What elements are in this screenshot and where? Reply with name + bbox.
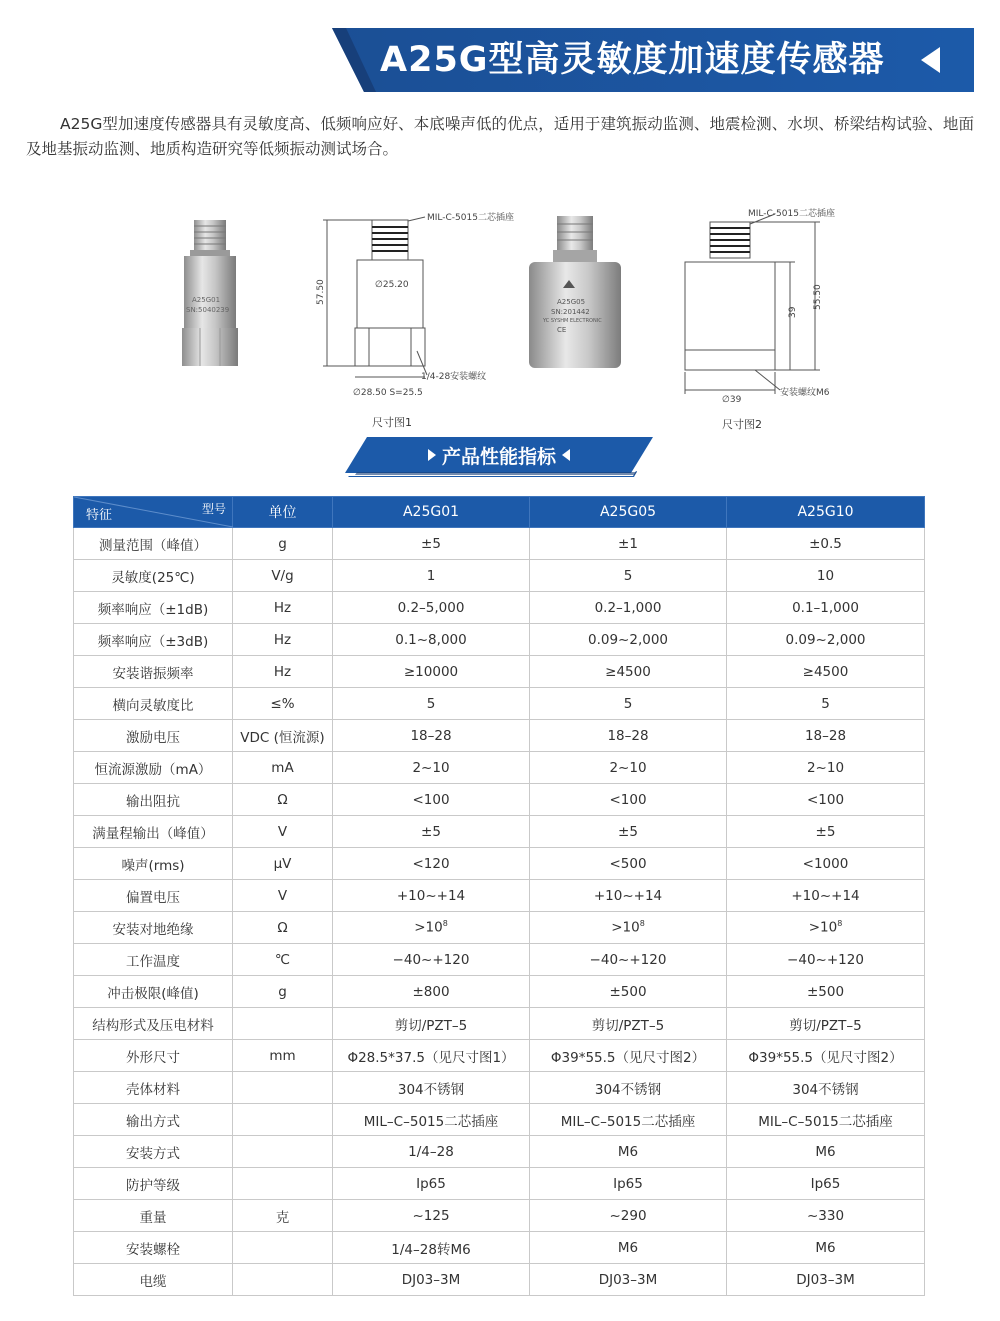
value-cell: 18–28 — [727, 720, 925, 752]
title-arrow-icon — [921, 47, 940, 73]
value-cell: ±500 — [727, 976, 925, 1008]
feature-cell: 工作温度 — [74, 944, 233, 976]
value-cell: Ip65 — [530, 1168, 727, 1200]
unit-cell — [233, 1264, 333, 1296]
value-cell: DJ03–3M — [333, 1264, 530, 1296]
table-row — [74, 1200, 925, 1232]
section-heading-text: 产品性能指标 — [441, 445, 556, 468]
feature-cell: 重量 — [74, 1200, 233, 1232]
feature-cell: 偏置电压 — [74, 880, 233, 912]
feature-cell: 测量范围（峰值） — [74, 528, 233, 560]
header-model-1: A25G01 — [333, 497, 530, 528]
value-cell: 2~10 — [727, 752, 925, 784]
value-cell: ±1 — [530, 528, 727, 560]
table-header-row — [74, 497, 925, 528]
value-cell: ≥10000 — [333, 656, 530, 688]
feature-cell: 恒流源激励（mA） — [74, 752, 233, 784]
drawing-2-connector-label: MIL-C-5015二芯插座 — [748, 209, 835, 219]
value-cell: 2~10 — [333, 752, 530, 784]
value-cell: MIL–C–5015二芯插座 — [530, 1104, 727, 1136]
page-title: A25G型高灵敏度加速度传感器 — [380, 40, 885, 80]
table-row — [74, 688, 925, 720]
value-cell: 304不锈钢 — [530, 1072, 727, 1104]
header-feature-model-cell — [74, 497, 233, 528]
table-row — [74, 1232, 925, 1264]
unit-cell — [233, 1104, 333, 1136]
drawing-1-thread-label: 1/4-28安装螺纹 — [421, 372, 487, 382]
spec-table-body — [74, 528, 925, 1296]
value-cell: 1/4–28 — [333, 1136, 530, 1168]
value-cell: −40~+120 — [727, 944, 925, 976]
value-cell: 5 — [530, 560, 727, 592]
intro-paragraph: A25G型加速度传感器具有灵敏度高、低频响应好、本底噪声低的优点，适用于建筑振动监测、地震检测、水坝、桥梁结构试验、地面及地基振动监测、地质构造研究等低频振动测试场合。 — [26, 115, 974, 158]
value-cell: ±5 — [727, 816, 925, 848]
value-cell: ±5 — [530, 816, 727, 848]
sensor-photo-1 — [180, 218, 240, 368]
drawing-2-diameter-label: ∅39 — [722, 395, 742, 405]
engraving-model: A25G01 — [192, 296, 221, 304]
unit-cell: g — [233, 528, 333, 560]
feature-cell: 噪声(rms) — [74, 848, 233, 880]
value-exponent: 8 — [837, 919, 843, 929]
value-cell: <100 — [727, 784, 925, 816]
unit-cell — [233, 1232, 333, 1264]
value-cell: 0.1–1,000 — [727, 592, 925, 624]
unit-cell: mA — [233, 752, 333, 784]
value-cell: Ip65 — [727, 1168, 925, 1200]
value-base: >10 — [414, 919, 443, 936]
value-cell: 2~10 — [530, 752, 727, 784]
value-cell: −40~+120 — [530, 944, 727, 976]
unit-cell: μV — [233, 848, 333, 880]
section-heading — [345, 437, 653, 477]
value-cell: Φ39*55.5（见尺寸图2） — [530, 1040, 727, 1072]
drawing-1-caption: 尺寸图1 — [372, 416, 412, 429]
value-base: >10 — [808, 919, 838, 936]
value-cell: 剪切/PZT–5 — [530, 1008, 727, 1040]
value-cell: ≥4500 — [530, 656, 727, 688]
feature-cell: 横向灵敏度比 — [74, 688, 233, 720]
feature-cell: 频率响应（±3dB) — [74, 624, 233, 656]
value-cell: ~290 — [530, 1200, 727, 1232]
value-cell — [333, 912, 530, 944]
drawing-1-height-label: 57.50 — [316, 279, 326, 305]
drawing-2-body-height-label: 39 — [788, 306, 798, 318]
unit-cell: Ω — [233, 784, 333, 816]
unit-cell: mm — [233, 1040, 333, 1072]
unit-cell: V/g — [233, 560, 333, 592]
heading-left-arrow-icon — [428, 449, 436, 461]
table-row — [74, 784, 925, 816]
value-cell: ±500 — [530, 976, 727, 1008]
unit-cell: ℃ — [233, 944, 333, 976]
dimension-drawing-2 — [680, 200, 860, 410]
feature-cell: 防护等级 — [74, 1168, 233, 1200]
value-cell: ≥4500 — [727, 656, 925, 688]
feature-cell: 输出方式 — [74, 1104, 233, 1136]
unit-cell: Hz — [233, 656, 333, 688]
value-cell: 1 — [333, 560, 530, 592]
value-cell: M6 — [530, 1136, 727, 1168]
table-row — [74, 1040, 925, 1072]
value-cell: M6 — [727, 1232, 925, 1264]
value-cell: +10~+14 — [333, 880, 530, 912]
value-cell: 剪切/PZT–5 — [333, 1008, 530, 1040]
value-cell: DJ03–3M — [727, 1264, 925, 1296]
feature-cell: 安装对地绝缘 — [74, 912, 233, 944]
value-cell: ±5 — [333, 528, 530, 560]
unit-cell — [233, 1008, 333, 1040]
value-cell: ±5 — [333, 816, 530, 848]
unit-cell — [233, 1136, 333, 1168]
feature-cell: 安装螺栓 — [74, 1232, 233, 1264]
table-row — [74, 848, 925, 880]
value-cell: Φ28.5*37.5（见尺寸图1） — [333, 1040, 530, 1072]
heading-right-arrow-icon — [562, 449, 570, 461]
feature-cell: 安装谐振频率 — [74, 656, 233, 688]
unit-cell: ≤% — [233, 688, 333, 720]
feature-cell: 满量程输出（峰值） — [74, 816, 233, 848]
table-row — [74, 816, 925, 848]
value-cell: ~125 — [333, 1200, 530, 1232]
table-row — [74, 1008, 925, 1040]
table-row — [74, 1072, 925, 1104]
value-cell: <100 — [333, 784, 530, 816]
value-cell: M6 — [530, 1232, 727, 1264]
unit-cell: VDC (恒流源) — [233, 720, 333, 752]
value-cell: Ip65 — [333, 1168, 530, 1200]
unit-cell: V — [233, 880, 333, 912]
feature-cell: 外形尺寸 — [74, 1040, 233, 1072]
drawing-1-connector-label: MIL-C-5015二芯插座 — [427, 213, 514, 223]
header-model-2: A25G05 — [530, 497, 727, 528]
value-cell: −40~+120 — [333, 944, 530, 976]
value-cell: M6 — [727, 1136, 925, 1168]
table-row — [74, 944, 925, 976]
unit-cell: 克 — [233, 1200, 333, 1232]
table-row — [74, 912, 925, 944]
header-model-3: A25G10 — [727, 497, 925, 528]
value-exponent: 8 — [442, 919, 448, 929]
value-cell: 1/4–28转M6 — [333, 1232, 530, 1264]
value-cell — [530, 912, 727, 944]
unit-cell — [233, 1072, 333, 1104]
value-cell: ±800 — [333, 976, 530, 1008]
value-cell — [727, 912, 925, 944]
feature-cell: 灵敏度(25℃) — [74, 560, 233, 592]
table-row — [74, 592, 925, 624]
value-cell: 304不锈钢 — [727, 1072, 925, 1104]
value-cell: 0.09~2,000 — [727, 624, 925, 656]
value-cell: 304不锈钢 — [333, 1072, 530, 1104]
engraving-model-2: A25G05 — [557, 298, 586, 306]
value-base: >10 — [611, 919, 640, 936]
value-cell: 18–28 — [333, 720, 530, 752]
value-cell: +10~+14 — [727, 880, 925, 912]
feature-cell: 结构形式及压电材料 — [74, 1008, 233, 1040]
drawing-1-bottom-label: ∅28.50 S=25.5 — [353, 388, 423, 398]
header-model-label: 型号 — [201, 502, 226, 516]
feature-cell: 激励电压 — [74, 720, 233, 752]
value-cell: 剪切/PZT–5 — [727, 1008, 925, 1040]
value-cell: 0.2–5,000 — [333, 592, 530, 624]
value-cell: <120 — [333, 848, 530, 880]
table-row — [74, 624, 925, 656]
value-cell: Φ39*55.5（见尺寸图2） — [727, 1040, 925, 1072]
value-cell: <100 — [530, 784, 727, 816]
title-banner — [332, 28, 974, 92]
value-cell: 5 — [727, 688, 925, 720]
unit-cell: Hz — [233, 624, 333, 656]
value-cell: 0.09~2,000 — [530, 624, 727, 656]
unit-cell: Hz — [233, 592, 333, 624]
dimension-drawing-1 — [305, 205, 514, 400]
engraving-serial: SN:5040239 — [186, 306, 230, 314]
table-row — [74, 1136, 925, 1168]
drawing-2-caption: 尺寸图2 — [722, 418, 762, 431]
value-cell: 10 — [727, 560, 925, 592]
drawing-2-total-height-label: 55.50 — [813, 284, 823, 310]
unit-cell: g — [233, 976, 333, 1008]
drawing-1-diameter-label: ∅25.20 — [375, 280, 409, 290]
value-cell: ±0.5 — [727, 528, 925, 560]
feature-cell: 壳体材料 — [74, 1072, 233, 1104]
header-unit: 单位 — [233, 497, 333, 528]
ce-mark: CE — [557, 326, 567, 334]
value-cell: DJ03–3M — [530, 1264, 727, 1296]
engraving-maker-2: YC SYSHM ELECTRONIC — [543, 318, 602, 324]
unit-cell — [233, 1168, 333, 1200]
table-row — [74, 752, 925, 784]
unit-cell: Ω — [233, 912, 333, 944]
table-row — [74, 720, 925, 752]
feature-cell: 输出阻抗 — [74, 784, 233, 816]
value-cell: MIL–C–5015二芯插座 — [727, 1104, 925, 1136]
value-cell: 5 — [333, 688, 530, 720]
drawing-2-thread-label: 安装螺纹M6 — [780, 388, 830, 398]
table-row — [74, 976, 925, 1008]
table-row — [74, 656, 925, 688]
value-cell: <1000 — [727, 848, 925, 880]
feature-cell: 电缆 — [74, 1264, 233, 1296]
value-cell: 0.2–1,000 — [530, 592, 727, 624]
table-row — [74, 1168, 925, 1200]
value-cell: ~330 — [727, 1200, 925, 1232]
value-exponent: 8 — [639, 919, 645, 929]
table-row — [74, 560, 925, 592]
table-row — [74, 1264, 925, 1296]
table-row — [74, 528, 925, 560]
value-cell: 18–28 — [530, 720, 727, 752]
header-feature-label: 特征 — [86, 508, 113, 523]
spec-table — [73, 496, 925, 1296]
engraving-serial-2: SN:201442 — [551, 308, 590, 316]
value-cell: <500 — [530, 848, 727, 880]
sensor-photo-2 — [527, 214, 623, 370]
unit-cell: V — [233, 816, 333, 848]
feature-cell: 冲击极限(峰值) — [74, 976, 233, 1008]
table-row — [74, 880, 925, 912]
value-cell: MIL–C–5015二芯插座 — [333, 1104, 530, 1136]
value-cell: 0.1~8,000 — [333, 624, 530, 656]
feature-cell: 安装方式 — [74, 1136, 233, 1168]
value-cell: 5 — [530, 688, 727, 720]
table-row — [74, 1104, 925, 1136]
feature-cell: 频率响应（±1dB) — [74, 592, 233, 624]
value-cell: +10~+14 — [530, 880, 727, 912]
